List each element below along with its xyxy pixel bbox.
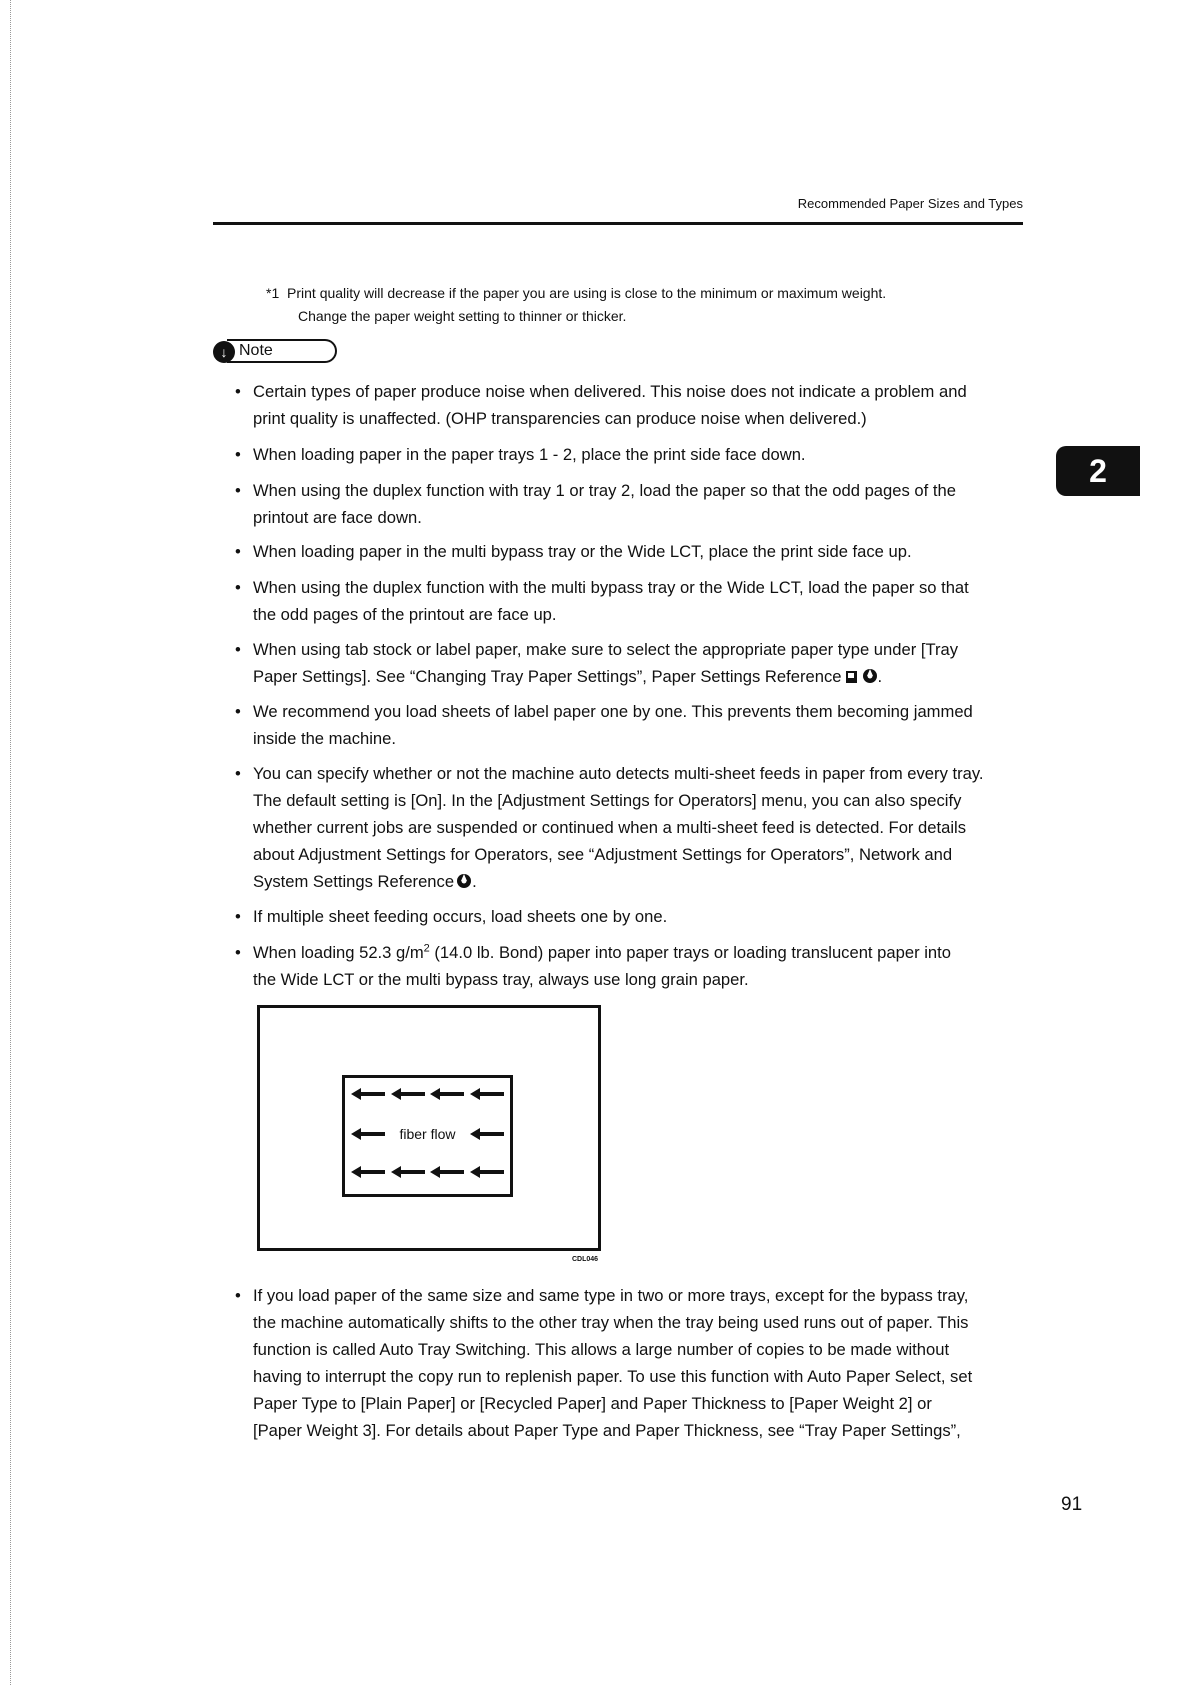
arrow-row: [351, 1166, 504, 1178]
arrow-left-icon: [391, 1166, 425, 1178]
bullet-dot: •: [235, 640, 241, 659]
text-line: function is called Auto Tray Switching. This allows a large number of copies to be made without: [253, 1340, 950, 1359]
cd-reference-icon: [456, 873, 472, 889]
text-line: whether current jobs are suspended or continued when a multi-sheet feed is detected. For details: [253, 818, 967, 837]
text-line: You can specify whether or not the machine auto detects multi-sheet feeds in paper from every tray.: [253, 764, 984, 783]
header-rule: [213, 222, 1023, 225]
text-line: Certain types of paper produce noise when delivered. This noise does not indicate a problem and: [253, 382, 967, 401]
arrow-left-icon: [430, 1088, 464, 1100]
bullet-dot: •: [235, 445, 241, 464]
arrow-left-icon: [391, 1088, 425, 1100]
text-line: the Wide LCT or the multi bypass tray, always use long grain paper.: [253, 970, 749, 989]
printer-reference-icon: [844, 668, 860, 684]
list-item: [235, 939, 951, 993]
arrow-left-icon: [470, 1128, 504, 1140]
text-segment: .: [877, 667, 883, 686]
text-line: We recommend you load sheets of label paper one by one. This prevents them becoming jammed: [253, 702, 973, 721]
list-item: [235, 574, 969, 628]
arrow-left-icon: [351, 1128, 385, 1140]
list-item: [235, 538, 912, 565]
text-line: [Paper Weight 3]. For details about Paper Type and Paper Thickness, see “Tray Paper Settings”,: [253, 1421, 961, 1440]
text-line: the odd pages of the printout are face up.: [253, 605, 557, 624]
bullet-dot: •: [235, 481, 241, 500]
bullet-dot: •: [235, 578, 241, 597]
text-line: [235, 939, 951, 966]
arrow-left-icon: [430, 1166, 464, 1178]
running-header: Recommended Paper Sizes and Types: [797, 196, 1023, 211]
page-margin-line: [10, 0, 11, 1685]
bullet-dot: •: [235, 943, 241, 962]
cd-reference-icon: [862, 668, 878, 684]
text-line: Paper Type to [Plain Paper] or [Recycled Paper] and Paper Thickness to [Paper Weight 2] or: [253, 1394, 932, 1413]
bullet-dot: •: [235, 382, 241, 401]
superscript: 2: [423, 942, 430, 955]
figure-code: CDL046: [572, 1256, 599, 1263]
footnote-marker: *1: [266, 285, 280, 301]
list-item: [235, 760, 984, 895]
bullet-dot: •: [235, 702, 241, 721]
text-line: When using the duplex function with tray 1 or tray 2, load the paper so that the odd pages of the: [253, 481, 956, 500]
text-line: If multiple sheet feeding occurs, load sheets one by one.: [253, 907, 668, 926]
list-item: [235, 378, 967, 432]
text-segment: .: [472, 872, 477, 891]
footnote: [266, 282, 886, 328]
list-item: [235, 698, 973, 752]
list-item: [235, 1282, 972, 1444]
text-segment: (14.0 lb. Bond) paper into paper trays or loading translucent paper into: [429, 943, 951, 962]
list-item: [235, 477, 956, 531]
footnote-line: Print quality will decrease if the paper you are using is close to the minimum or maximum weight.: [287, 285, 887, 301]
text-segment: Paper Settings]. See “Changing Tray Paper Settings”, Paper Settings Reference: [253, 667, 842, 686]
text-line: print quality is unaffected. (OHP transparencies can produce noise when delivered.): [253, 409, 867, 428]
arrow-left-icon: [470, 1088, 504, 1100]
arrow-left-icon: [351, 1088, 385, 1100]
list-item: [235, 903, 667, 930]
bullet-dot: •: [235, 764, 241, 783]
list-item: [235, 636, 958, 690]
footnote-line: Change the paper weight setting to thinner or thicker.: [298, 308, 627, 324]
text-line: [235, 868, 984, 895]
text-line: having to interrupt the copy run to replenish paper. To use this function with Auto Paper Select, set: [253, 1367, 973, 1386]
bullet-dot: •: [235, 1286, 241, 1305]
arrow-left-icon: [351, 1166, 385, 1178]
page-number: 91: [1061, 1494, 1083, 1515]
bullet-dot: •: [235, 907, 241, 926]
text-line: When using tab stock or label paper, make sure to select the appropriate paper type under [Tray: [253, 640, 959, 659]
text-line: When loading paper in the multi bypass tray or the Wide LCT, place the print side face up.: [253, 542, 912, 561]
note-label: Note: [239, 342, 273, 359]
text-line: When using the duplex function with the multi bypass tray or the Wide LCT, load the paper so that: [253, 578, 969, 597]
text-line: When loading paper in the paper trays 1 - 2, place the print side face down.: [253, 445, 806, 464]
text-line: about Adjustment Settings for Operators, see “Adjustment Settings for Operators”, Network and: [253, 845, 953, 864]
note-heading: [213, 339, 343, 363]
text-segment: When loading 52.3 g/m: [253, 943, 424, 962]
text-segment: System Settings Reference: [253, 872, 455, 891]
note-icon: ↓: [213, 341, 235, 363]
paper-sheet-diagram: [342, 1075, 513, 1197]
arrow-row: [351, 1126, 504, 1142]
list-item: [235, 441, 806, 468]
text-line: printout are face down.: [253, 508, 422, 527]
text-line: If you load paper of the same size and same type in two or more trays, except for the bypass tray,: [253, 1286, 969, 1305]
arrow-left-icon: [470, 1166, 504, 1178]
text-line: [235, 663, 958, 690]
text-line: the machine automatically shifts to the other tray when the tray being used runs out of paper. This: [253, 1313, 969, 1332]
bullet-dot: •: [235, 542, 241, 561]
chapter-tab: 2: [1056, 446, 1140, 496]
text-line: inside the machine.: [253, 729, 396, 748]
fiber-flow-label: fiber flow: [399, 1126, 456, 1142]
arrow-row: [351, 1088, 504, 1100]
text-line: The default setting is [On]. In the [Adjustment Settings for Operators] menu, you can also specify: [253, 791, 962, 810]
